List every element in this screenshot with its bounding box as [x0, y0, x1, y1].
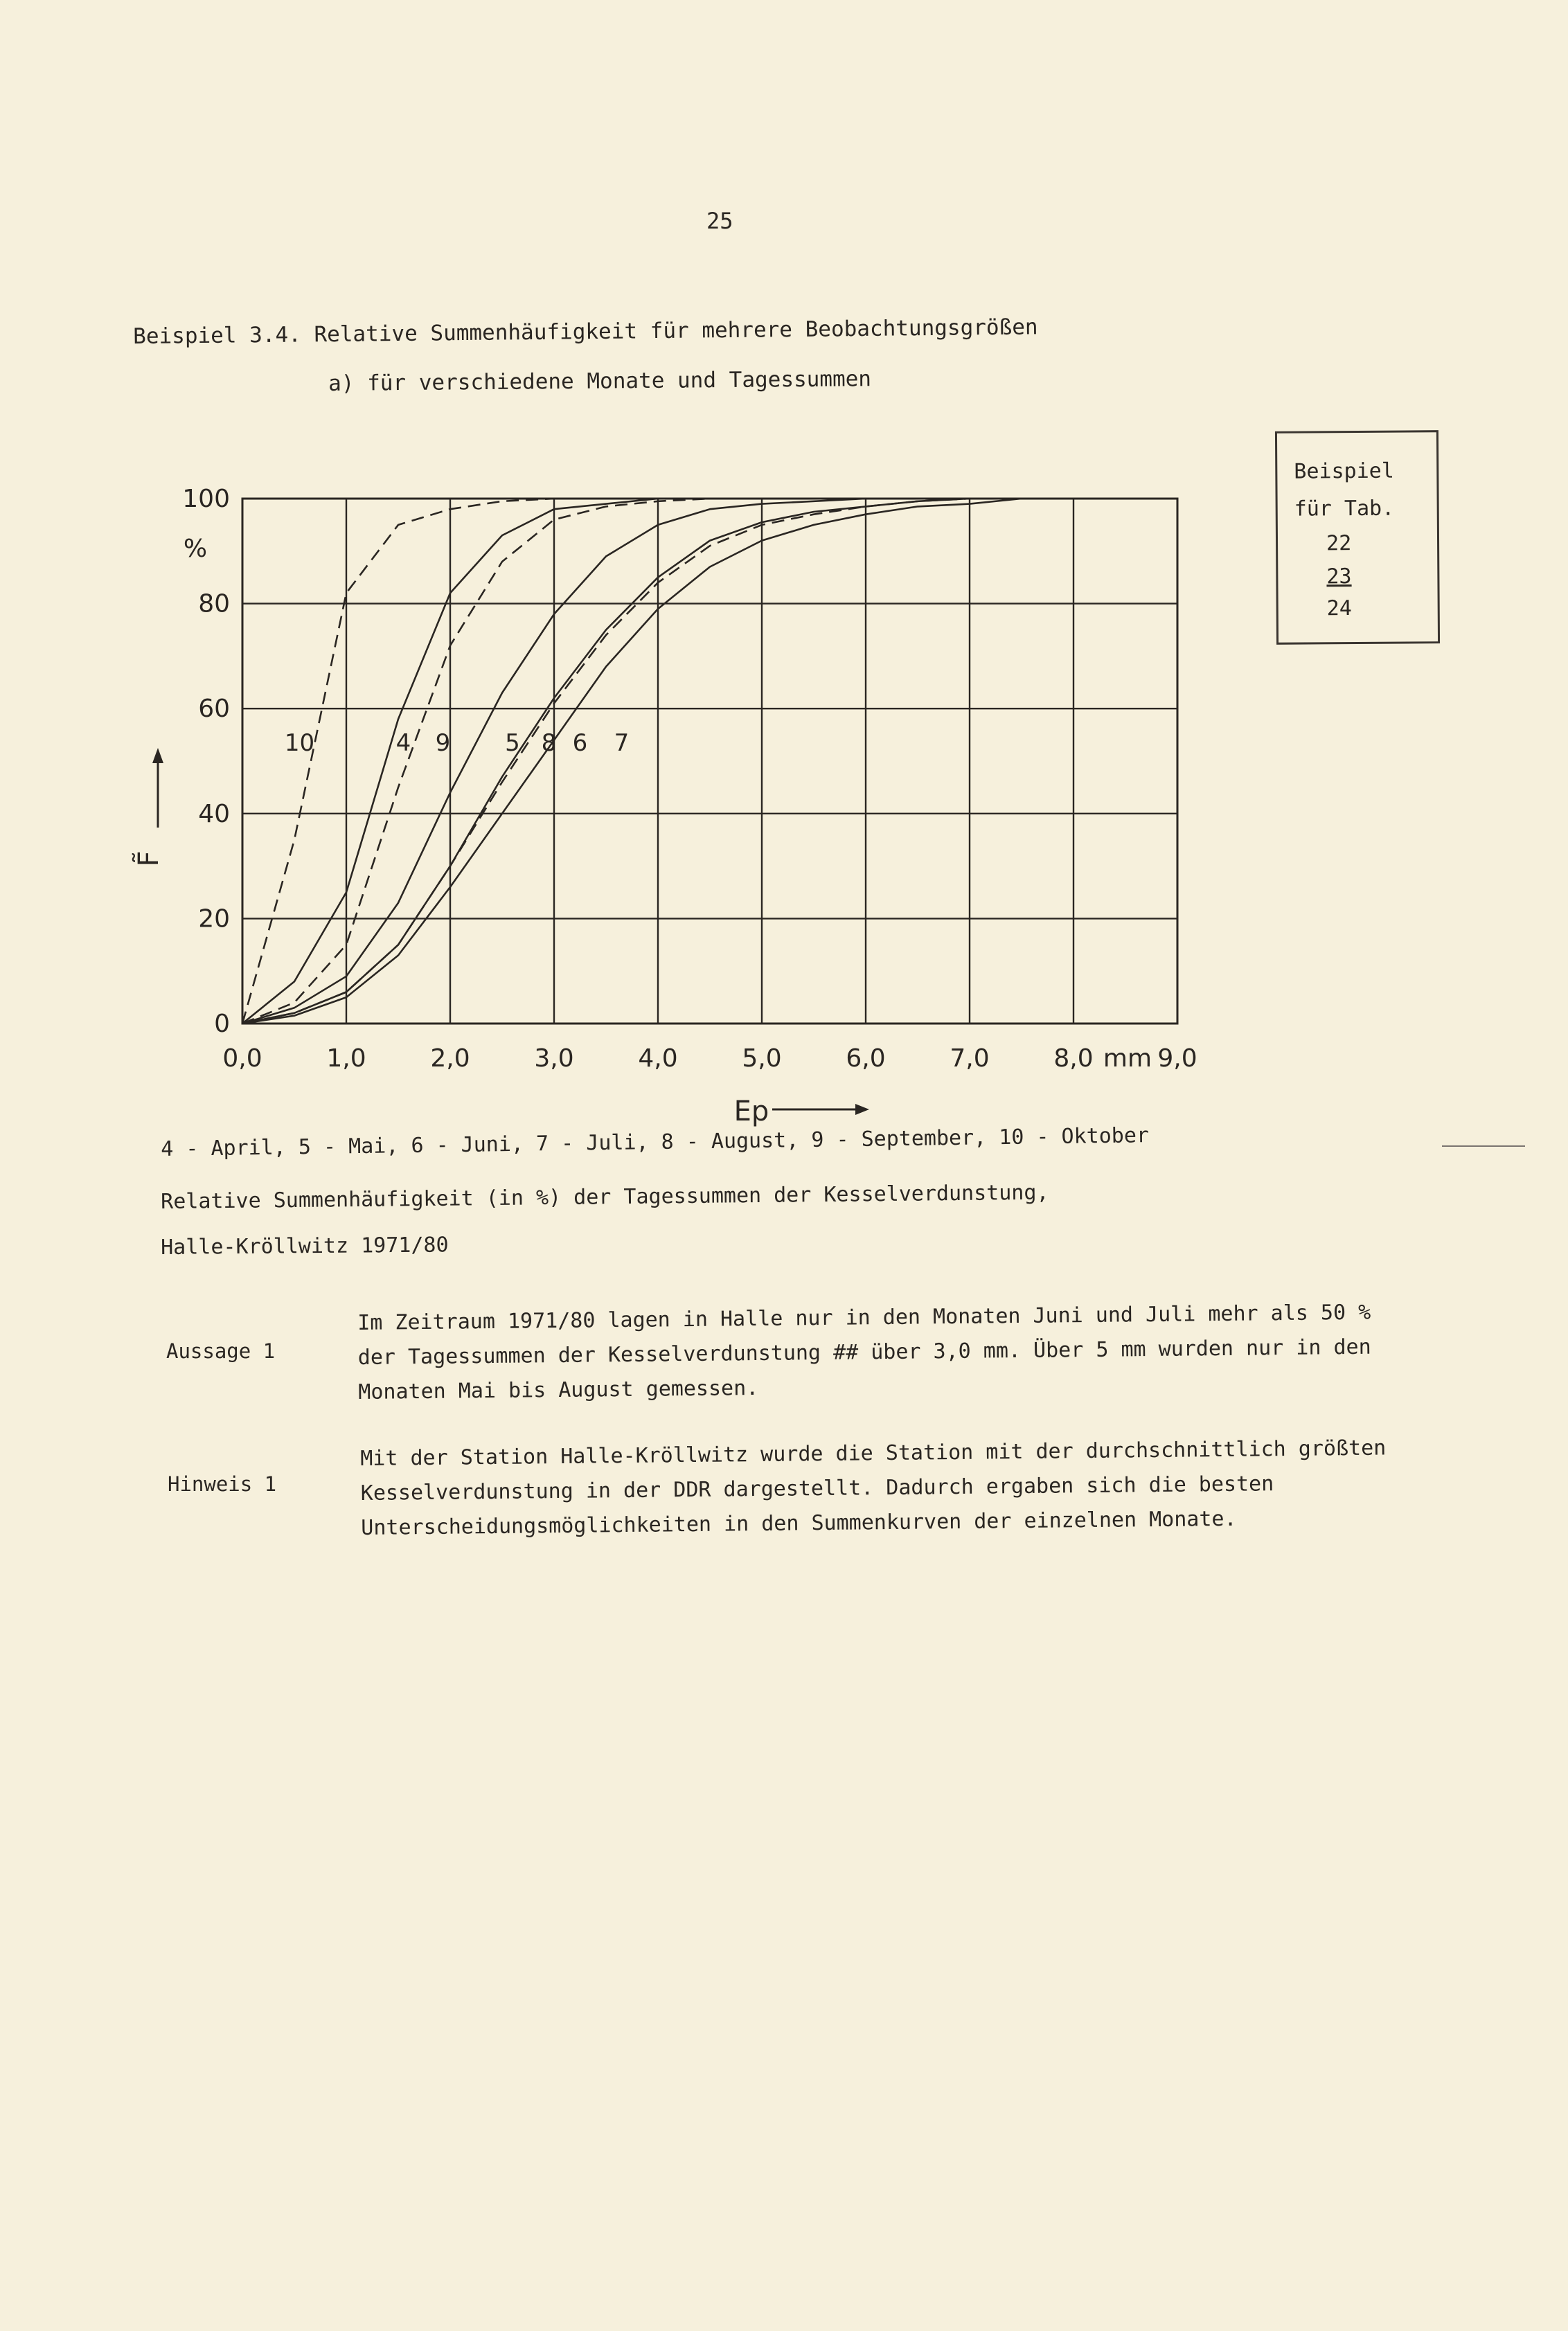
x-axis-arrowhead [855, 1104, 869, 1115]
series-line-9 [242, 499, 1177, 1024]
y-tick-label: 80 [198, 589, 230, 618]
reference-box-item: 24 [1326, 596, 1352, 621]
curve-label: 5 [505, 729, 520, 757]
y-axis-unit: % [183, 535, 208, 563]
figure-title-line-1: Relative Summenhäufigkeit (in %) der Tagessummen der Kesselverdunstung, [161, 1180, 1049, 1214]
x-tick-label: 7,0 [950, 1044, 990, 1073]
x-tick-label: 5,0 [742, 1044, 782, 1073]
curve-label: 7 [614, 729, 630, 757]
month-legend: 4 - April, 5 - Mai, 6 - Juni, 7 - Juli, 8 - August, 9 - September, 10 - Oktober [161, 1123, 1150, 1161]
x-tick-label: 2,0 [430, 1044, 470, 1073]
y-tick-label: 100 [182, 485, 230, 513]
hinweis-text: Mit der Station Halle-Kröllwitz wurde die Station mit der durchschnittlich größten Kesselverdunstung in der DDR dargestellt. Dadurch ergaben sich die besten Unterscheidungsmöglichkeiten in den Summenkurven der einzelnen Monate. [360, 1436, 1387, 1540]
series-line-7 [242, 499, 1177, 1024]
curve-label: 9 [435, 729, 451, 757]
chart-series [242, 499, 1177, 1024]
caption-line-2: a) für verschiedene Monate und Tagessummen [328, 366, 872, 396]
reference-box-item-selected: 23 [1326, 564, 1352, 589]
x-tick-label: 0,0 [222, 1044, 262, 1073]
caption-line-1: Beispiel 3.4. Relative Summenhäufigkeit für mehrere Beobachtungsgrößen [133, 314, 1038, 349]
y-tick-label: 40 [198, 799, 230, 828]
x-axis-unit: mm [1103, 1044, 1152, 1073]
curve-label: 6 [572, 729, 588, 757]
plot-frame [242, 499, 1177, 1024]
x-tick-label: 9,0 [1157, 1044, 1197, 1073]
curve-label: 4 [395, 729, 411, 757]
series-line-5 [242, 499, 1177, 1024]
y-tick-label: 60 [198, 695, 230, 724]
chart-axis-titles [132, 535, 1152, 1127]
x-tick-label: 8,0 [1053, 1044, 1094, 1073]
page-number: 25 [706, 208, 733, 234]
reference-box-title-1: Beispiel [1294, 458, 1394, 484]
y-axis-title: F̃ [133, 850, 165, 867]
x-axis-title: Ep [733, 1096, 769, 1127]
x-tick-label: 3,0 [534, 1044, 574, 1073]
curve-label: 10 [284, 729, 315, 757]
x-tick-label: 4,0 [638, 1044, 678, 1073]
series-line-8 [242, 499, 1177, 1024]
x-tick-label: 1,0 [326, 1044, 366, 1073]
cumulative-frequency-chart [133, 443, 1233, 1127]
margin-rule [1442, 1145, 1525, 1147]
reference-box [1275, 430, 1440, 645]
chart-grid [242, 499, 1177, 1024]
y-tick-label: 20 [198, 904, 230, 934]
y-tick-label: 0 [214, 1010, 230, 1038]
aussage-text: Im Zeitraum 1971/80 lagen in Halle nur in den Monaten Juni und Juli mehr als 50 % der Tagessummen der Kesselverdunstung ## über 3,0 mm. Über 5 mm wurden nur in den Monaten Mai bis August gemessen. [357, 1300, 1371, 1404]
chart-curve-labels [285, 729, 629, 757]
hinweis-label: Hinweis 1 [168, 1472, 277, 1496]
y-axis-arrowhead [152, 748, 163, 763]
x-tick-label: 6,0 [846, 1044, 886, 1073]
curve-label: 8 [541, 729, 557, 757]
figure-title-line-2: Halle-Kröllwitz 1971/80 [161, 1233, 449, 1260]
reference-box-item: 22 [1326, 531, 1352, 556]
aussage-label: Aussage 1 [166, 1339, 276, 1363]
chart-ticks [182, 485, 1197, 1073]
series-line-4 [242, 499, 1177, 1024]
series-line-10 [242, 499, 1177, 1024]
reference-box-title-2: für Tab. [1294, 496, 1395, 521]
series-line-6 [242, 499, 1177, 1024]
